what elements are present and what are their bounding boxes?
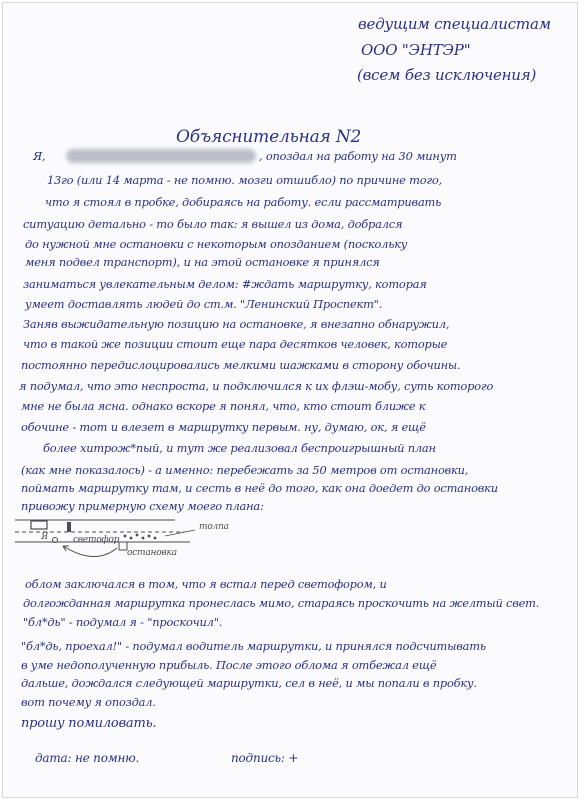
body-line-13: мне не была ясна. однако вскоре я понял, что, кто стоит ближе к: [21, 399, 426, 413]
body-line-22: "бл*дь, проехал!" - подумал водитель маршрутки, и принялся подсчитывать: [21, 639, 486, 653]
redacted-name: [66, 149, 256, 163]
body-line-18: привожу примерную схему моего плана:: [21, 499, 264, 513]
body-line-4: ситуацию детально - то было так: я вышел из дома, добрался: [23, 217, 403, 231]
plan-sketch-drawing: [15, 508, 275, 568]
body-line-16: (как мне показалось) - а именно: перебежать за 50 метров от остановки,: [21, 463, 469, 477]
body-line-1-prefix: Я,: [33, 149, 46, 163]
crowd-dots: [124, 534, 157, 540]
sketch-label-stop: остановка: [127, 548, 177, 558]
body-line-9: Заняв выжидательную позицию на остановке, я внезапно обнаружил,: [23, 317, 450, 331]
body-line-7: заниматься увлекательным делом: #ждать маршрутку, которая: [23, 277, 427, 291]
document-page: [2, 2, 578, 798]
body-line-14: обочине - тот и влезет в маршрутку первым. ну, думаю, ок, я ещё: [21, 420, 426, 434]
traffic-light-icon: [67, 522, 71, 532]
signature-line: подпись: +: [231, 751, 299, 765]
body-line-8: умеет доставлять людей до ст.м. "Ленинский Проспект".: [25, 297, 383, 311]
sketch-label-me: Я: [41, 532, 49, 542]
addressee-line-2: ООО "ЭНТЭР": [361, 41, 471, 59]
body-line-19: облом заключался в том, что я встал перед светофором, и: [25, 577, 387, 591]
body-line-21: "бл*дь" - подумал я - "проскочил".: [23, 615, 223, 629]
body-line-3: что я стоял в пробке, добираясь на работу. если рассматривать: [45, 195, 442, 209]
body-line-12: я подумал, что это неспроста, и подключился к их флэш-мобу, суть которого: [19, 379, 494, 393]
sketch-label-traffic-light: светофор: [73, 535, 120, 545]
minibus-icon: [31, 521, 47, 529]
body-line-5: до нужной мне остановки с некоторым опозданием (поскольку: [25, 237, 408, 251]
body-line-6: меня подвел транспорт), и на этой остановке я принялся: [25, 255, 380, 269]
body-line-2: 13го (или 14 марта - не помню. мозги отшибло) по причине того,: [47, 173, 443, 187]
body-line-20: долгожданная маршрутка пронеслась мимо, стараясь проскочить на желтый свет.: [23, 596, 540, 610]
addressee-line-1: ведущим специалистам: [358, 15, 551, 33]
sketch-label-crowd: толпа: [199, 522, 229, 532]
body-line-1: , опоздал на работу на 30 минут: [259, 149, 457, 163]
body-line-24: дальше, дождался следующей маршрутки, сел в неё, и мы попали в пробку.: [21, 676, 477, 690]
crowd-pointer: [165, 530, 195, 536]
document-title: Объяснительная N2: [176, 127, 362, 147]
body-line-25: вот почему я опоздал.: [21, 695, 156, 709]
body-line-23: в уме недополученную прибыль. После этого облома я отбежал ещё: [21, 658, 437, 672]
plan-sketch: [15, 508, 275, 572]
body-line-11: постоянно передислоцировались мелкими шажками в сторону обочины.: [21, 358, 461, 372]
date-line: дата: не помню.: [35, 751, 140, 765]
addressee-line-3: (всем без исключения): [357, 66, 537, 84]
body-line-15: более хитрож*пый, и тут же реализовал беспроигрышный план: [43, 441, 436, 455]
bus-stop-icon: [119, 542, 127, 550]
body-line-26: прошу помиловать.: [21, 716, 157, 731]
body-line-17: поймать маршрутку там, и сесть в неё до того, как она доедет до остановки: [21, 481, 498, 495]
body-line-10: что в такой же позиции стоит еще пара десятков человек, которые: [23, 337, 448, 351]
running-path: [63, 546, 117, 557]
